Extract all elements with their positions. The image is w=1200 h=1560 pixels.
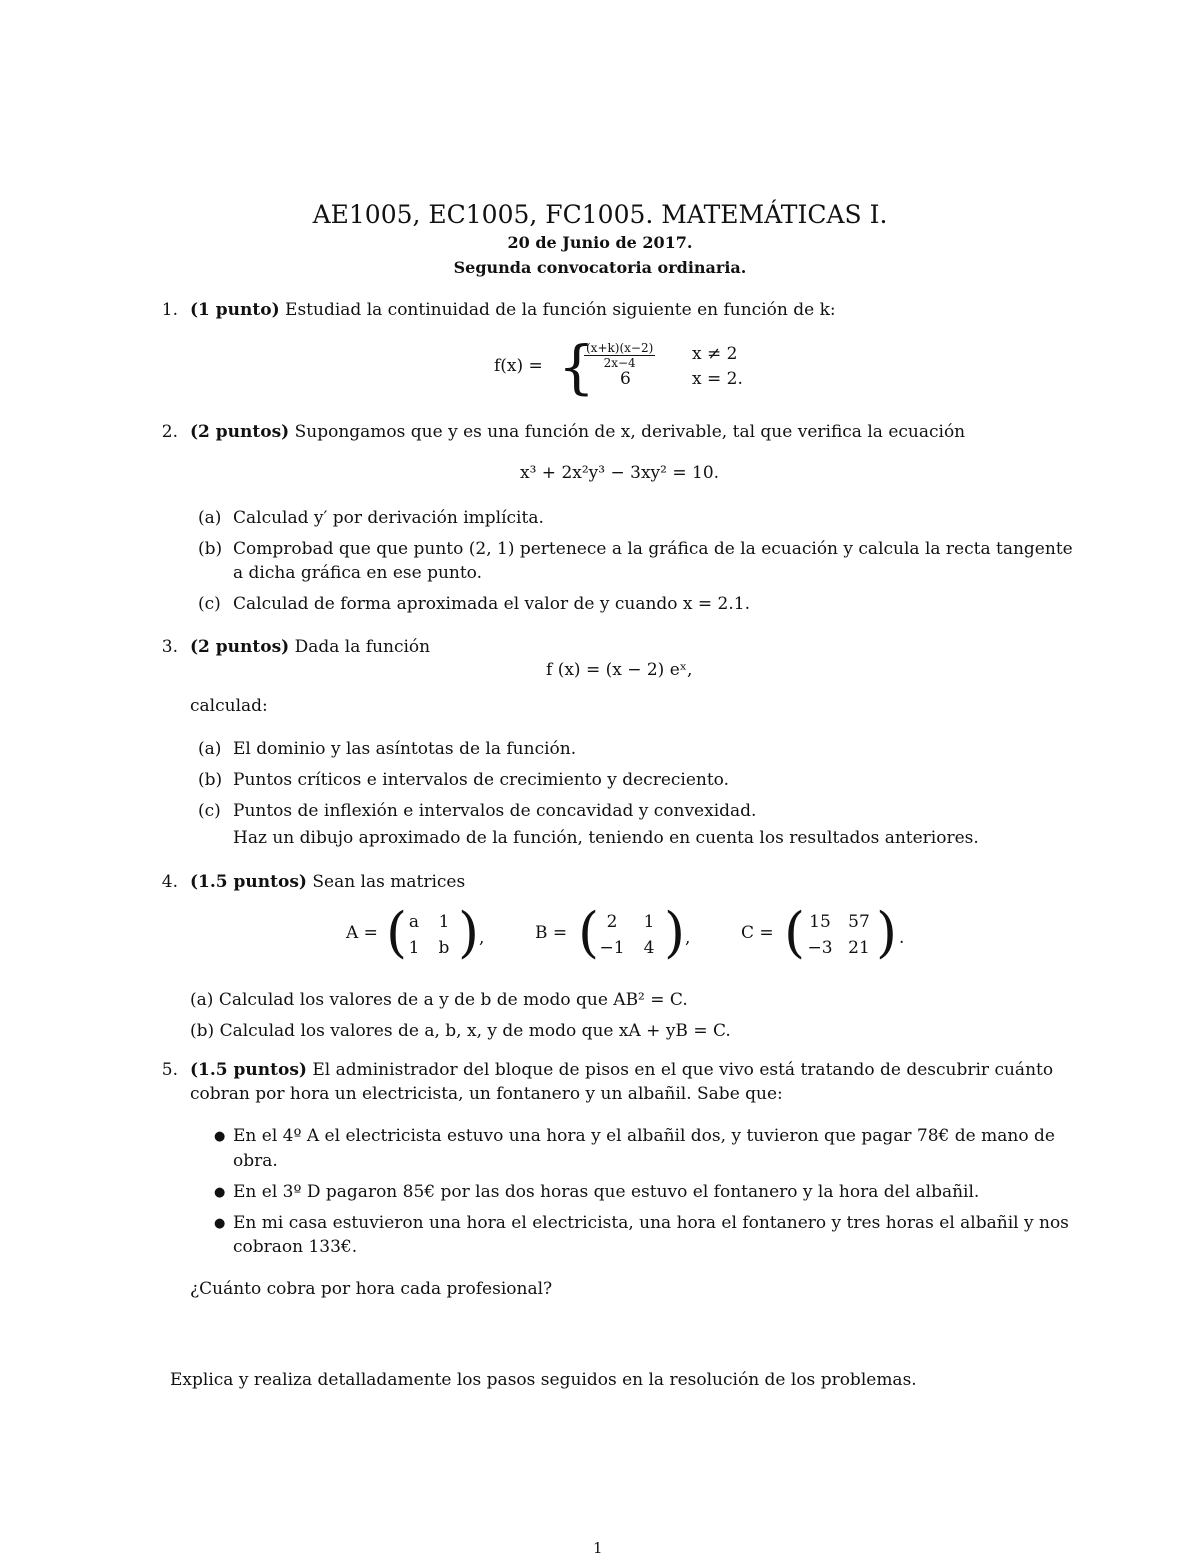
matrix-separator: , xyxy=(685,928,691,948)
part-text-continued: a dicha gráfica en ese punto. xyxy=(233,563,483,583)
case-fraction xyxy=(584,341,655,370)
implicit-equation: x³ + 2x²y³ − 3xy² = 10. xyxy=(520,463,720,483)
problem-statement xyxy=(190,635,430,659)
matrix-cell: a xyxy=(408,912,420,932)
part-label: (a) xyxy=(198,508,222,528)
problem-text: El administrador del bloque de pisos en el que vivo está tratando de descubrir cuánto xyxy=(312,1060,1054,1080)
matrix-name: B = xyxy=(535,923,568,943)
right-paren: ) xyxy=(458,901,480,964)
exam-session: Segunda convocatoria ordinaria. xyxy=(453,258,747,277)
matrix-name: C = xyxy=(741,923,774,943)
left-paren: ( xyxy=(386,901,408,964)
problem-points: (2 puntos) xyxy=(190,422,290,442)
exam-title: AE1005, EC1005, FC1005. MATEMÁTICAS I. xyxy=(312,200,888,229)
problem-points: (1.5 puntos) xyxy=(190,1060,307,1080)
matrix-cell: 57 xyxy=(848,912,870,932)
problem-number: 5. xyxy=(161,1060,178,1080)
problem-number: 3. xyxy=(161,637,178,657)
matrix-name: A = xyxy=(346,923,378,943)
matrix-cell: 15 xyxy=(809,912,831,932)
problem-points: (2 puntos) xyxy=(190,637,290,657)
problem-statement xyxy=(190,420,965,444)
part-text: Calculad y′ por derivación implícita. xyxy=(233,508,544,528)
problem-number: 2. xyxy=(161,422,178,442)
problem-statement xyxy=(190,298,836,322)
matrix-cell: 2 xyxy=(606,912,618,932)
case2-value: 6 xyxy=(620,369,631,389)
problem-text: Supongamos que y es una función de x, derivable, tal que verifica la ecuación xyxy=(294,422,966,442)
part-text: El dominio y las asíntotas de la función. xyxy=(233,739,577,759)
brace-symbol: { xyxy=(558,333,595,401)
right-paren: ) xyxy=(876,901,898,964)
problem-text: Estudiad la continuidad de la función siguiente en función de k: xyxy=(285,300,836,320)
problem-text-after: calculad: xyxy=(190,696,268,716)
bullet-icon: ● xyxy=(214,1129,226,1144)
part-label: (c) xyxy=(198,594,221,614)
part-label: (b) xyxy=(198,539,223,559)
bullet-icon: ● xyxy=(214,1185,226,1200)
problem-text-continued: cobran por hora un electricista, un fontanero y un albañil. Sabe que: xyxy=(190,1084,783,1104)
matrix-cell: 1 xyxy=(643,912,655,932)
part-label: (b) xyxy=(198,770,223,790)
problem-points: (1 punto) xyxy=(190,300,280,320)
page-number: 1 xyxy=(593,1539,603,1557)
problem-statement xyxy=(190,1058,1053,1082)
part-label: (a) xyxy=(198,739,222,759)
part-label: (a) xyxy=(190,990,214,1010)
formula-lhs: f(x) = xyxy=(494,356,543,376)
part-text-continued: Haz un dibujo aproximado de la función, teniendo en cuenta los resultados anteriores. xyxy=(233,828,979,848)
bullet-text: En mi casa estuvieron una hora el electricista, una hora el fontanero y tres horas el albañil y nos xyxy=(233,1213,1069,1233)
matrix-cell: b xyxy=(438,938,450,958)
part-text: Comprobad que que punto (2, 1) pertenece a la gráfica de la ecuación y calcula la recta tangente xyxy=(233,539,1073,559)
left-paren: ( xyxy=(784,901,806,964)
part-text: Calculad los valores de a, b, x, y de modo que xA + yB = C. xyxy=(219,1021,731,1041)
matrix-cell: 4 xyxy=(643,938,655,958)
matrix-separator: , xyxy=(479,928,485,948)
matrix-cell: 1 xyxy=(438,912,450,932)
part-text: Puntos críticos e intervalos de crecimiento y decreciento. xyxy=(233,770,730,790)
matrix-cell: −3 xyxy=(807,938,833,958)
left-paren: ( xyxy=(578,901,600,964)
matrix-cell: 1 xyxy=(408,938,420,958)
problem-number: 1. xyxy=(161,300,178,320)
bullet-text: En el 4º A el electricista estuvo una hora y el albañil dos, y tuvieron que pagar 78€ de mano de xyxy=(233,1126,1055,1146)
matrix-cell: 21 xyxy=(848,938,870,958)
bullet-icon: ● xyxy=(214,1216,226,1231)
part-label: (b) xyxy=(190,1021,215,1041)
problem-statement xyxy=(190,870,465,894)
case2-condition: x = 2. xyxy=(692,369,743,389)
problem-question: ¿Cuánto cobra por hora cada profesional? xyxy=(190,1279,553,1299)
part-text: Calculad los valores de a y de b de modo que AB² = C. xyxy=(218,990,688,1010)
problem-text: Dada la función xyxy=(294,637,431,657)
part-line xyxy=(190,988,688,1012)
bullet-text-continued: obra. xyxy=(233,1151,278,1171)
fraction-numerator: (x+k)(x−2) xyxy=(586,341,654,355)
exam-date: 20 de Junio de 2017. xyxy=(507,233,693,252)
bullet-text-continued: cobraon 133€. xyxy=(233,1237,358,1257)
problem-text: Sean las matrices xyxy=(312,872,466,892)
matrix-cell: −1 xyxy=(599,938,625,958)
bullet-text: En el 3º D pagaron 85€ por las dos horas que estuvo el fontanero y la hora del albañil. xyxy=(233,1182,980,1202)
problem-number: 4. xyxy=(161,872,178,892)
function-equation: f (x) = (x − 2) eˣ, xyxy=(546,660,693,680)
fraction-denominator: 2x−4 xyxy=(603,356,636,370)
part-text: Calculad de forma aproximada el valor de y cuando x = 2.1. xyxy=(233,594,750,614)
case1-condition: x ≠ 2 xyxy=(692,344,738,364)
problem-points: (1.5 puntos) xyxy=(190,872,307,892)
right-paren: ) xyxy=(664,901,686,964)
part-text: Puntos de inflexión e intervalos de concavidad y convexidad. xyxy=(233,801,757,821)
part-label: (c) xyxy=(198,801,221,821)
matrix-separator: . xyxy=(899,928,905,948)
part-line xyxy=(190,1019,731,1043)
footer-note: Explica y realiza detalladamente los pasos seguidos en la resolución de los problemas. xyxy=(170,1370,917,1390)
